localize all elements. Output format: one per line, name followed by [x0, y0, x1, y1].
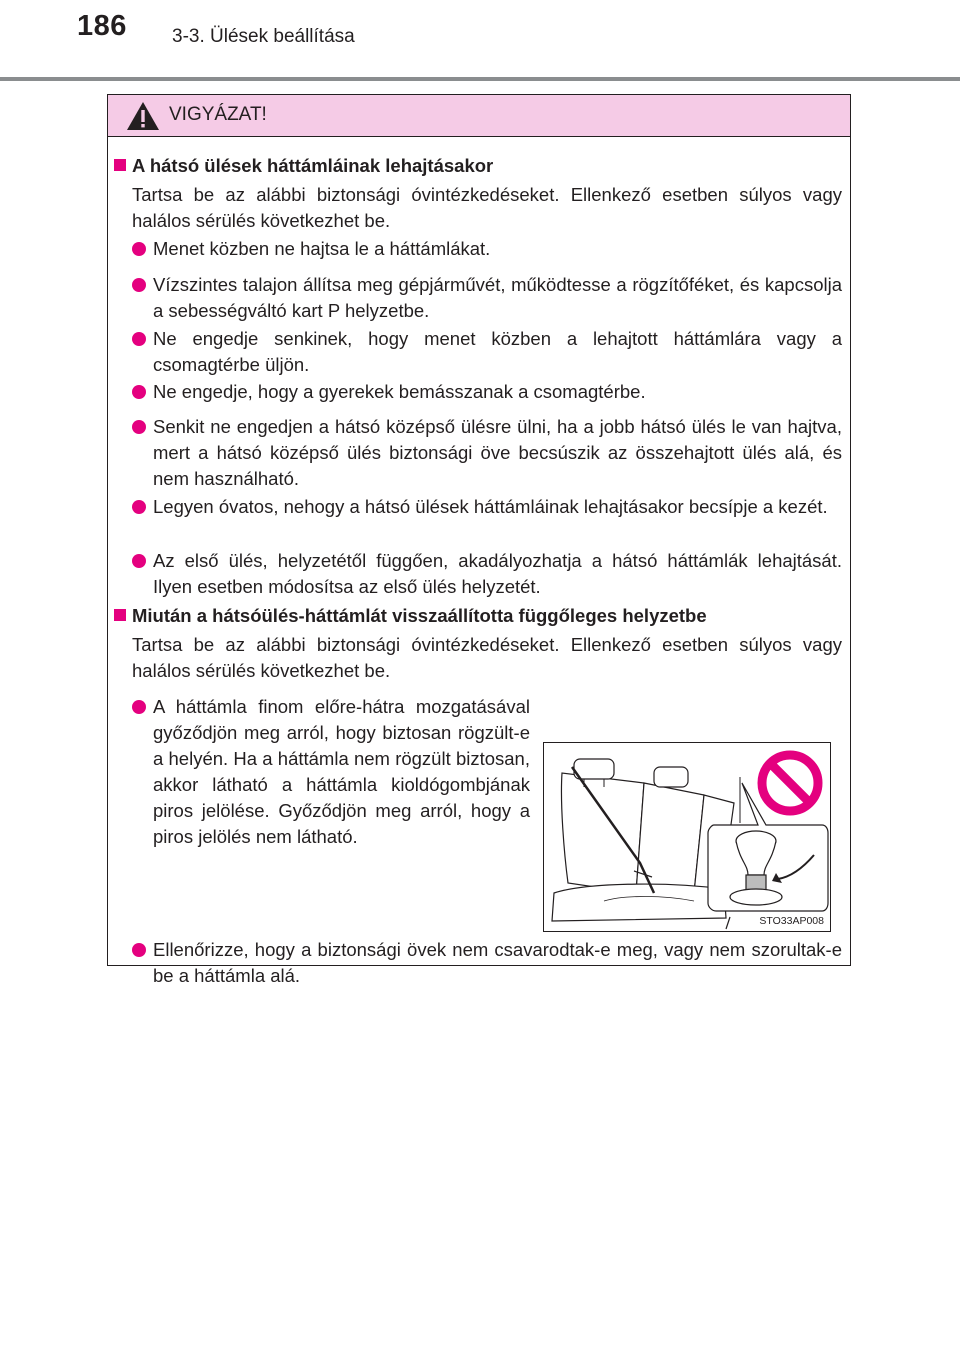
circle-bullet-icon: [132, 943, 146, 957]
section-intro: Tartsa be az alábbi biztonsági óvintézkedéseket. Ellenkező esetben súlyos vagy halálos sérülés következhet be.: [132, 634, 842, 681]
figure-code: STO33AP008: [759, 915, 824, 927]
list-item-text: Ne engedje, hogy a gyerekek bemásszanak a csomagtérbe.: [153, 381, 646, 402]
circle-bullet-icon: [132, 420, 146, 434]
circle-bullet-icon: [132, 385, 146, 399]
list-item-text: Legyen óvatos, nehogy a hátsó ülések háttámláinak lehajtásakor becsípje a kezét.: [153, 496, 828, 517]
square-bullet-icon: [114, 609, 126, 621]
warning-triangle-icon: [126, 101, 160, 131]
list-item-text: Az első ülés, helyzetétől függően, akadályozhatja a hátsó háttámlák lehajtását. Ilyen esetben módosítsa az első ülés helyzetét.: [153, 550, 842, 597]
circle-bullet-icon: [132, 554, 146, 568]
list-item: [132, 937, 842, 989]
section-heading: [114, 603, 707, 629]
square-bullet-icon: [114, 159, 126, 171]
circle-bullet-icon: [132, 242, 146, 256]
header-divider: [0, 77, 960, 81]
caution-box: [107, 94, 851, 986]
circle-bullet-icon: [132, 332, 146, 346]
caution-title: VIGYÁZAT!: [169, 104, 267, 125]
section-heading: [114, 153, 493, 179]
list-item-text: Ne engedje senkinek, hogy menet közben a lehajtott háttámlára vagy a csomagtérbe üljön.: [153, 328, 842, 375]
circle-bullet-icon: [132, 500, 146, 514]
list-item-text: A háttámla finom előre-hátra mozgatásával győződjön meg arról, hogy biztosan rögzült-e a helyén. Ha a háttámla nem rögzült biztosan, akkor látható a háttámla kioldógombjának piros jelölése. Győződjön meg arról, hogy a piros jelölés nem látható.: [153, 696, 530, 847]
list-item-text: Ellenőrizze, hogy a biztonsági övek nem csavarodtak-e meg, vagy nem szorultak-e be a háttámla alá.: [153, 939, 842, 986]
section-heading-text: Miután a hátsóülés-háttámlát visszaállította függőleges helyzetbe: [132, 605, 707, 626]
list-item: [132, 414, 842, 492]
list-item: [132, 272, 842, 324]
list-item: [132, 548, 842, 600]
section-title: 3-3. Ülések beállítása: [172, 26, 355, 47]
section-intro: Tartsa be az alábbi biztonsági óvintézkedéseket. Ellenkező esetben súlyos vagy halálos sérülés következhet be.: [132, 184, 842, 231]
list-item: [132, 494, 842, 520]
page-number: 186: [77, 10, 127, 42]
list-item: [132, 694, 530, 850]
prohibition-icon: [756, 749, 824, 817]
seat-illustration: [543, 742, 831, 932]
section-heading-text: A hátsó ülések háttámláinak lehajtásakor: [132, 155, 494, 176]
list-item: [132, 326, 842, 378]
circle-bullet-icon: [132, 700, 146, 714]
list-item-text: Menet közben ne hajtsa le a háttámlákat.: [153, 238, 491, 259]
list-item-text: Vízszintes talajon állítsa meg gépjárművét, működtesse a rögzítőféket, és kapcsolja a sebességváltó kart P helyzetbe.: [153, 274, 842, 321]
circle-bullet-icon: [132, 278, 146, 292]
list-item: [132, 379, 842, 405]
list-item: [132, 236, 842, 262]
list-item-text: Senkit ne engedjen a hátsó középső ülésre ülni, ha a jobb hátsó ülés le van hajtva, mert a hátsó középső ülés biztonsági öve becsúszik az összehajtott ülés alá, és nem használható.: [153, 416, 842, 489]
caution-header: [108, 95, 850, 137]
